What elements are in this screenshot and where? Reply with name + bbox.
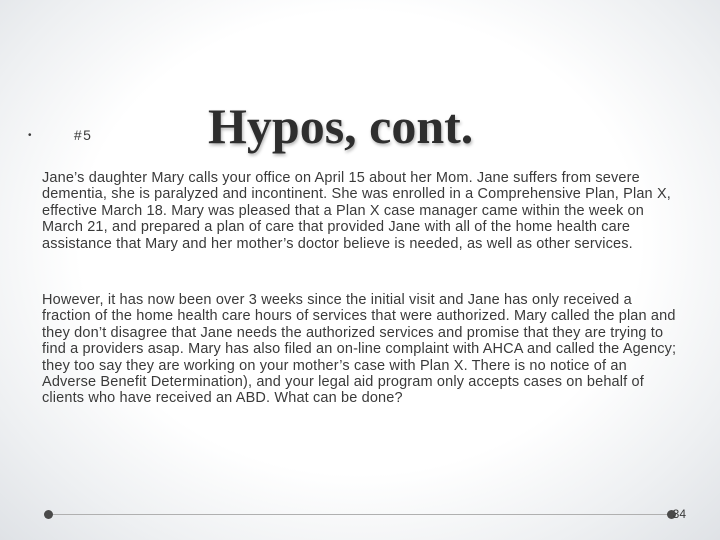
bullet-label: #5 <box>73 127 93 143</box>
footer-divider <box>48 514 672 515</box>
footer-left-dot-icon <box>44 510 53 519</box>
page-number: 34 <box>672 507 686 521</box>
paragraph-scenario: Jane’s daughter Mary calls your office on April 15 about her Mom. Jane suffers from severe dementia, she is paralyzed and incontinent. She was enrolled in a Comprehensive Plan, Plan X, effective March 18. Mary was pleased that a Plan X case manager came within the week on March 21, and prepared a plan of care that provided Jane with all of the home health care assistance that Mary and her mother’s doctor believe is needed, as well as other services. <box>42 170 671 252</box>
bullet-icon: • <box>28 130 32 141</box>
slide-title: Hypos, cont. <box>208 97 474 154</box>
bullet-item <box>28 127 92 143</box>
paragraph-question: However, it has now been over 3 weeks since the initial visit and Jane has only received a fraction of the home health care hours of services that were authorized. Mary called the plan and they don’t disagree that Jane needs the authorized services and promise that they are trying to find a providers asap. Mary has also filed an on-line complaint with AHCA and called the Agency; they too say they are working on your mother’s case with Plan X. There is no notice of an Adverse Benefit Determination), and your legal aid program only accepts cases on behalf of clients who have received an ABD. What can be done? <box>42 292 677 407</box>
